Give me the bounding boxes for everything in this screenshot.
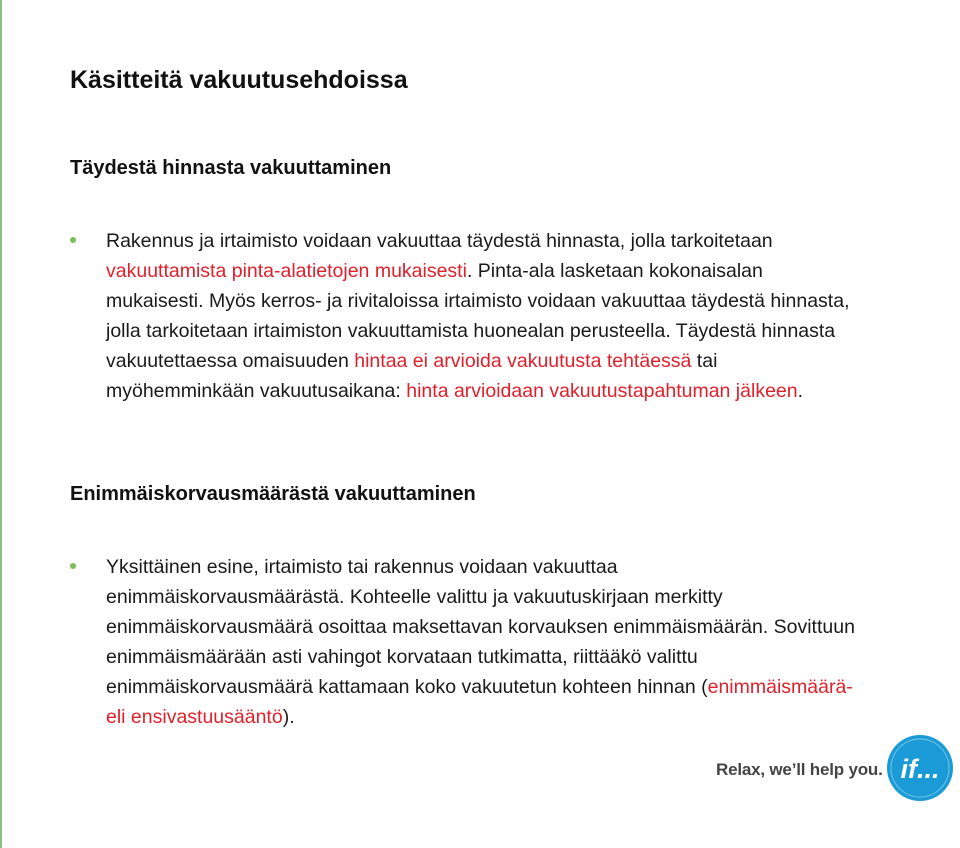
highlighted-text: hintaa ei arvioida vakuutusta tehtäessä [354,350,692,372]
paragraph-max-compensation [106,552,860,732]
bullet-item-full-value [70,226,860,406]
text-segment: tai myöhemminkään vakuutusaikana: [106,350,718,402]
bullet-dot-icon [70,237,76,243]
highlighted-text: vakuuttamista pinta-alatietojen mukaisesti [106,260,467,282]
logo-text: if... [900,754,940,784]
if-logo-icon [886,734,954,802]
section-heading-full-value: Täydestä hinnasta vakuuttaminen [70,157,392,179]
page-title: Käsitteitä vakuutusehdoissa [70,66,408,94]
text-segment: ). [282,706,295,728]
text-segment: Yksittäinen esine, irtaimisto tai rakennus voidaan vakuuttaa enimmäiskorvausmäärästä. Kohteelle valittu ja vakuutuskirjaan merkitty enimmäiskorvausmäärä osoittaa maksettavan korvauksen enimmäismäärän. Sovittuun enimmäismäärään asti vahingot korvataan tutkimatta, riittääkö valittu enimmäiskorvausmäärä kattamaan koko vakuutetun kohteen hinnan ( [106,556,855,698]
paragraph-full-value [106,226,860,406]
section-heading-max-compensation: Enimmäiskorvausmäärästä vakuuttaminen [70,483,476,505]
highlighted-text: enimmäismäärä- eli ensivastuusääntö [106,676,853,728]
bullet-item-max-compensation [70,552,860,732]
text-segment: Rakennus ja irtaimisto voidaan vakuuttaa täydestä hinnasta, jolla tarkoitetaan [106,230,773,252]
left-accent-rule [0,0,2,848]
text-segment: . [797,380,804,402]
highlighted-text: hinta arvioidaan vakuutustapahtuman jälkeen [406,380,798,402]
text-segment: . Pinta-ala lasketaan kokonaisalan mukaisesti. Myös kerros- ja rivitaloissa irtaimisto voidaan vakuuttaa täydestä hinnasta, jolla tarkoitetaan irtaimiston vakuuttamista huonealan perusteella. Täydestä hinnasta vakuutettaessa omaisuuden [106,260,850,372]
brand-slogan: Relax, we’ll help you. [716,760,883,779]
bullet-dot-icon [70,563,76,569]
